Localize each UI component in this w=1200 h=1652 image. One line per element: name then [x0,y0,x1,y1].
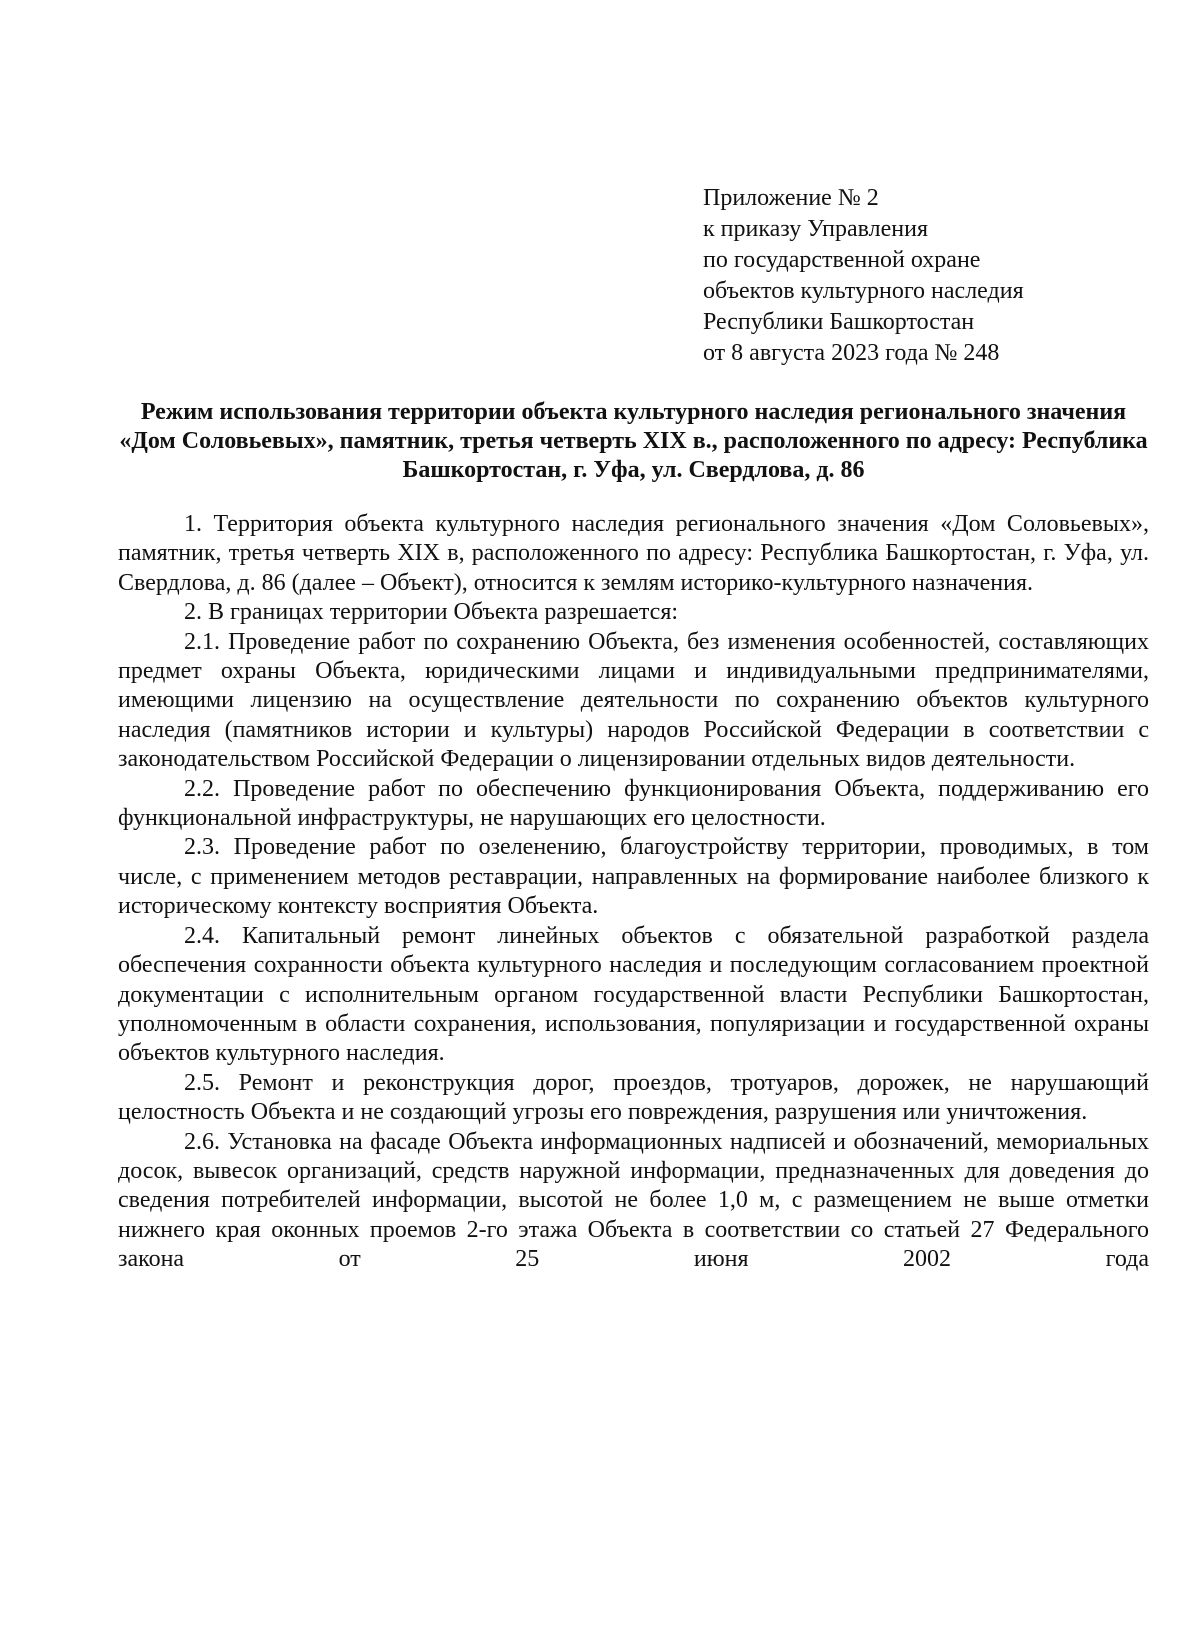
paragraph-2-4: 2.4. Капитальный ремонт линейных объектов с обязательной разработкой раздела обеспечения сохранности объекта культурного наследия и последующим согласованием проектной документации с исполнительным органом государственной власти Республики Башкортостан, уполномоченным в области сохранения, использования, популяризации и государственной охраны объектов культурного наследия. [118,922,1149,1067]
approval-block [703,183,1024,369]
document-body [118,510,1149,1275]
approval-line: Республики Башкортостан [703,309,975,335]
approval-line: по государственной охране [703,247,981,273]
paragraph-2-5: 2.5. Ремонт и реконструкция дорог, проездов, тротуаров, дорожек, не нарушающий целостность Объекта и не создающий угрозы его повреждения, разрушения или уничтожения. [118,1069,1149,1126]
paragraph-2-1: 2.1. Проведение работ по сохранению Объекта, без изменения особенностей, составляющих предмет охраны Объекта, юридическими лицами и индивидуальными предпринимателями, имеющими лицензию на осуществление деятельности по сохранению объектов культурного наследия (памятников истории и культуры) народов Российской Федерации в соответствии с законодательством Российской Федерации о лицензировании отдельных видов деятельности. [118,628,1149,773]
approval-line: от 8 августа 2023 года № 248 [703,340,1000,366]
paragraph-2: 2. В границах территории Объекта разрешается: [184,599,679,626]
approval-line: объектов культурного наследия [703,278,1024,304]
paragraph-2-2: 2.2. Проведение работ по обеспечению функционирования Объекта, поддерживанию его функциональной инфраструктуры, не нарушающих его целостности. [118,775,1149,832]
paragraph-2-3: 2.3. Проведение работ по озеленению, благоустройству территории, проводимых, в том числе, с применением методов реставрации, направленных на формирование наиболее близкого к историческому контексту восприятия Объекта. [118,834,1149,920]
approval-line: к приказу Управления [703,216,929,242]
paragraph-1: 1. Территория объекта культурного наследия регионального значения «Дом Соловьевых», памятник, третья четверть XIX в, расположенного по адресу: Республика Башкортостан, г. Уфа, ул. Свердлова, д. 86 (далее – Объект), относится к землям историко-культурного назначения. [118,511,1149,596]
document-title: Режим использования территории объекта культурного наследия регионального значения «Дом Соловьевых», памятник, третья четверть XIX в., расположенного по адресу: Республика Башкортостан, г. Уфа, ул. Свердлова, д. 86 [119,399,1148,483]
paragraph-2-6: 2.6. Установка на фасаде Объекта информационных надписей и обозначений, мемориальных досок, вывесок организаций, средств наружной информации, предназначенных для доведения до сведения потребителей информации, высотой не более 1,0 м, с размещением не выше отметки нижнего края оконных проемов 2-го этажа Объекта в соответствии со статьей 27 Федерального закона от 25 июня 2002 года [118,1128,1149,1273]
approval-line: Приложение № 2 [703,185,879,211]
